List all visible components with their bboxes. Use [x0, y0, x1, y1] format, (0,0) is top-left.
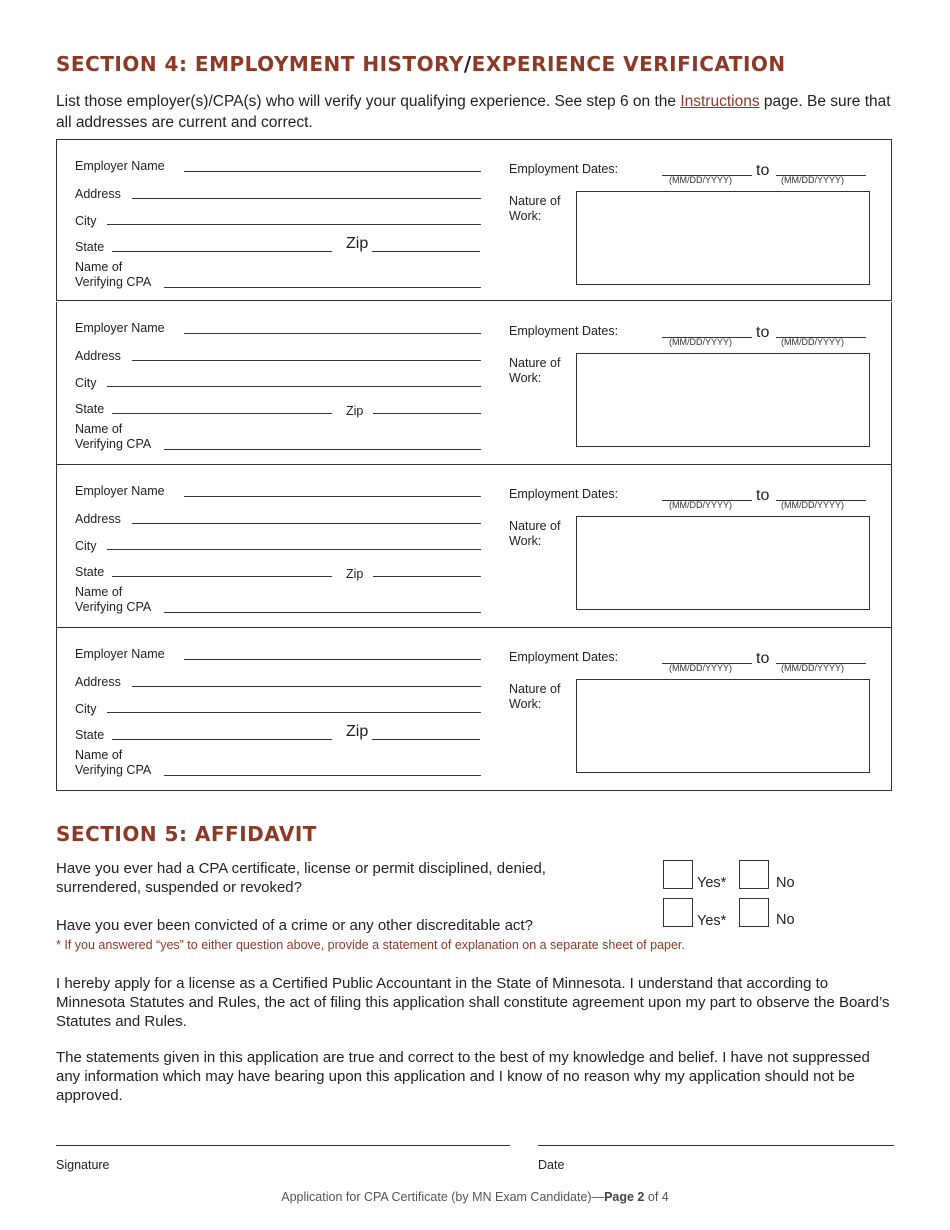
address-label: Address [75, 349, 121, 363]
verifying-cpa-field[interactable] [164, 287, 481, 288]
name-of-label: Name of [75, 585, 123, 599]
to-label: to [756, 162, 770, 179]
page-footer [0, 1190, 950, 1204]
employer-block-4 [56, 628, 892, 791]
name-of-label: Name of [75, 422, 123, 436]
zip-label: Zip [346, 567, 364, 581]
verifying-cpa-label: Verifying CPA [75, 437, 152, 451]
end-date-format: (MM/DD/YYYY) [781, 175, 844, 185]
to-label: to [756, 324, 770, 341]
footer-page-total: of 4 [644, 1190, 669, 1204]
city-label: City [75, 376, 97, 390]
zip-label: Zip [346, 723, 369, 740]
employer-name-label: Employer Name [75, 159, 165, 173]
question-convicted: Have you ever been convicted of a crime or any other discreditable act? [56, 917, 533, 934]
employer-name-field[interactable] [184, 659, 481, 660]
city-field[interactable] [107, 549, 481, 550]
employer-name-label: Employer Name [75, 321, 165, 335]
employer-name-field[interactable] [184, 496, 481, 497]
signature-label: Signature [56, 1158, 110, 1172]
footer-text: Application for CPA Certificate (by MN Exam Candidate)— [281, 1190, 605, 1204]
q2-yes-checkbox[interactable] [663, 898, 693, 927]
intro-text-end: page. Be sure that all addresses are current and correct. [56, 93, 891, 131]
city-field[interactable] [107, 386, 481, 387]
verifying-cpa-label: Verifying CPA [75, 763, 152, 777]
q1-yes-checkbox[interactable] [663, 860, 693, 889]
signature-line[interactable] [56, 1145, 510, 1146]
zip-field[interactable] [372, 251, 480, 252]
employer-name-field[interactable] [184, 333, 481, 334]
intro-text: List those employer(s)/CPA(s) who will verify your qualifying experience. See step 6 on the [56, 93, 681, 110]
verifying-cpa-label: Verifying CPA [75, 275, 152, 289]
nature-of-label: Nature of [509, 682, 561, 696]
affidavit-note: * If you answered “yes” to either question above, provide a statement of explanation on a separate sheet of paper. [56, 938, 685, 952]
end-date-format: (MM/DD/YYYY) [781, 500, 844, 510]
employer-name-label: Employer Name [75, 647, 165, 661]
address-field[interactable] [132, 686, 481, 687]
state-field[interactable] [112, 576, 332, 577]
verifying-cpa-label: Verifying CPA [75, 600, 152, 614]
start-date-format: (MM/DD/YYYY) [669, 337, 732, 347]
address-label: Address [75, 675, 121, 689]
state-label: State [75, 240, 105, 254]
work-label: Work: [509, 697, 542, 711]
end-date-format: (MM/DD/YYYY) [781, 663, 844, 673]
zip-field[interactable] [373, 576, 481, 577]
section-4-title [56, 52, 786, 76]
city-field[interactable] [107, 712, 481, 713]
state-field[interactable] [112, 413, 332, 414]
date-label: Date [538, 1158, 565, 1172]
q2-yes-label: Yes* [697, 913, 727, 929]
address-field[interactable] [132, 360, 481, 361]
footer-page-number: Page 2 [604, 1190, 645, 1204]
truth-statement: The statements given in this application are true and correct to the best of my knowledge and belief. I have not suppressed any information which may have bearing upon this application and I know of no reason why my application should not be approved. [56, 1049, 870, 1104]
address-field[interactable] [132, 198, 481, 199]
nature-of-work-field[interactable] [576, 191, 870, 285]
city-label: City [75, 539, 97, 553]
name-of-label: Name of [75, 748, 123, 762]
start-date-format: (MM/DD/YYYY) [669, 500, 732, 510]
zip-field[interactable] [372, 739, 480, 740]
q1-yes-label: Yes* [697, 875, 727, 891]
section-4-title-part1: SECTION 4: EMPLOYMENT HISTORY [56, 52, 464, 76]
section-5-title: SECTION 5: AFFIDAVIT [56, 822, 317, 846]
city-field[interactable] [107, 224, 481, 225]
nature-of-work-field[interactable] [576, 353, 870, 447]
employer-name-field[interactable] [184, 171, 481, 172]
address-label: Address [75, 187, 121, 201]
address-label: Address [75, 512, 121, 526]
employer-block-1 [56, 139, 892, 301]
verifying-cpa-field[interactable] [164, 775, 481, 776]
q2-no-label: No [776, 912, 795, 928]
state-field[interactable] [112, 739, 332, 740]
employment-dates-label: Employment Dates: [509, 162, 619, 176]
nature-of-label: Nature of [509, 194, 561, 208]
application-statement: I hereby apply for a license as a Certified Public Accountant in the State of Minnesota. I understand that according to Minnesota Statutes and Rules, the act of filing this application shall constitute agreement upon my part to observe the Board’s Statutes and Rules. [56, 975, 890, 1030]
start-date-format: (MM/DD/YYYY) [669, 175, 732, 185]
zip-label: Zip [346, 404, 364, 418]
end-date-format: (MM/DD/YYYY) [781, 337, 844, 347]
name-of-label: Name of [75, 260, 123, 274]
verifying-cpa-field[interactable] [164, 449, 481, 450]
employment-dates-label: Employment Dates: [509, 650, 619, 664]
verifying-cpa-field[interactable] [164, 612, 481, 613]
employer-block-3 [56, 465, 892, 628]
section-4-title-part2: EXPERIENCE VERIFICATION [471, 52, 786, 76]
nature-of-work-field[interactable] [576, 679, 870, 773]
state-field[interactable] [112, 251, 332, 252]
city-label: City [75, 214, 97, 228]
address-field[interactable] [132, 523, 481, 524]
state-label: State [75, 565, 105, 579]
zip-label: Zip [346, 235, 369, 252]
nature-of-label: Nature of [509, 356, 561, 370]
nature-of-work-field[interactable] [576, 516, 870, 610]
to-label: to [756, 650, 770, 667]
employment-dates-label: Employment Dates: [509, 324, 619, 338]
state-label: State [75, 402, 105, 416]
employer-block-2 [56, 302, 892, 465]
section-4-title-slash: / [463, 52, 472, 76]
section-4-intro [56, 91, 896, 133]
employer-name-label: Employer Name [75, 484, 165, 498]
date-line[interactable] [538, 1145, 894, 1146]
question-disciplined: Have you ever had a CPA certificate, license or permit disciplined, denied, surrendered, suspended or revoked? [56, 860, 546, 896]
start-date-format: (MM/DD/YYYY) [669, 663, 732, 673]
work-label: Work: [509, 209, 542, 223]
nature-of-label: Nature of [509, 519, 561, 533]
state-label: State [75, 728, 105, 742]
zip-field[interactable] [373, 413, 481, 414]
q1-no-label: No [776, 875, 795, 891]
q1-no-checkbox[interactable] [739, 860, 769, 889]
city-label: City [75, 702, 97, 716]
work-label: Work: [509, 534, 542, 548]
to-label: to [756, 487, 770, 504]
q2-no-checkbox[interactable] [739, 898, 769, 927]
work-label: Work: [509, 371, 542, 385]
employment-dates-label: Employment Dates: [509, 487, 619, 501]
instructions-link[interactable]: Instructions [680, 93, 760, 110]
